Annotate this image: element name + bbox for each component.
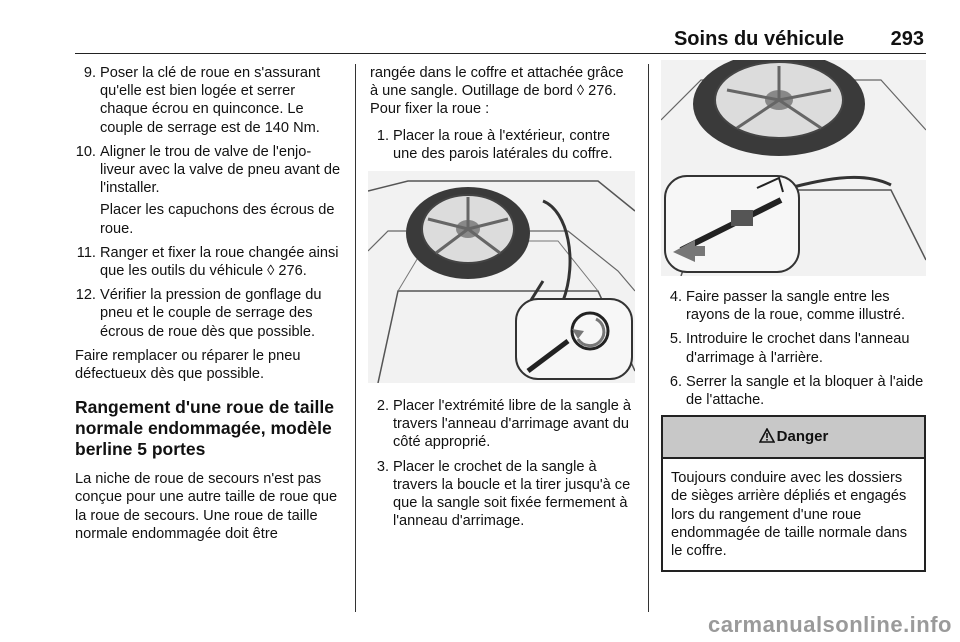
list-item: 12. Vérifier la pression de gonflage du pneu et le couple de serrage des écrous de roue dès que possible. [75,287,322,340]
paragraph: Faire remplacer ou réparer le pneu défectueux dès que possible. [75,347,301,383]
list-item: 4. Faire passer la sangle entre les rayons de la roue, comme illustré. [669,289,905,324]
list-item: Placer les capuchons des écrous de roue. [100,202,335,237]
page-number: 293 [890,28,924,50]
column-left [75,64,341,551]
list-item: 11. Ranger et fixer la roue changée ainsi que les outils du véhicule ◊ 276. [76,244,339,280]
wheel-in-trunk-image [368,171,635,383]
section-title: Soins du véhicule [673,28,844,50]
strapped-wheel-image [661,60,926,276]
danger-title: Danger [776,428,829,446]
list-item: 9. Poser la clé de roue en s'assurant qu'elle est bien logée et serrer chaque écrou en quinconce. Le couple de serrage est de 140 Nm. [83,65,321,136]
trunk-wheel-illustration [368,171,635,383]
column-divider [648,64,649,612]
column-divider [355,64,356,612]
danger-box [661,415,926,572]
column-right [661,64,926,572]
warning-triangle-icon [759,428,775,443]
column-middle [368,64,635,536]
page-header [75,24,926,54]
list-item: 5. Introduire le crochet dans l'anneau d'arrimage à l'arrière. [669,331,910,366]
danger-text: Toujours conduire avec les dossiers de sièges arrière dépliés et engagés lors du rangement d'une roue endommagée de taille normale dans le coffre. [671,470,908,560]
list-item: 10. Aligner le trou de valve de l'enjoliveur avec la valve de pneu avant de l'installer. [75,143,341,197]
list-item: 6. Serrer la sangle et la bloquer à l'aide de l'attache. [669,373,924,409]
list-item: 2. Placer l'extrémité libre de la sangle à travers l'anneau d'arrimage avant du côté approprié. [376,398,632,451]
list-item: 1. Placer la roue à l'extérieur, contre une des parois latérales du coffre. [376,127,613,162]
list-item: 3. Placer le crochet de la sangle à travers la boucle et la tirer jusqu'à ce que la sangle soit fixée fermement à l'anneau d'arrimage. [376,458,631,530]
watermark: carmanualsonline.info [708,612,952,637]
strap-illustration [661,60,926,276]
paragraph: La niche de roue de secours n'est pas conçue pour une autre taille de roue que la roue de secours. Une roue de taille normale endommagée doit être [75,471,338,542]
danger-header [663,417,924,459]
paragraph: rangée dans le coffre et attachée grâce à une sangle. Outillage de bord ◊ 276. Pour fixer la roue : [370,65,624,118]
section-heading: Rangement d'une roue de taille normale endommagée, modèle berline 5 portes [75,397,334,460]
